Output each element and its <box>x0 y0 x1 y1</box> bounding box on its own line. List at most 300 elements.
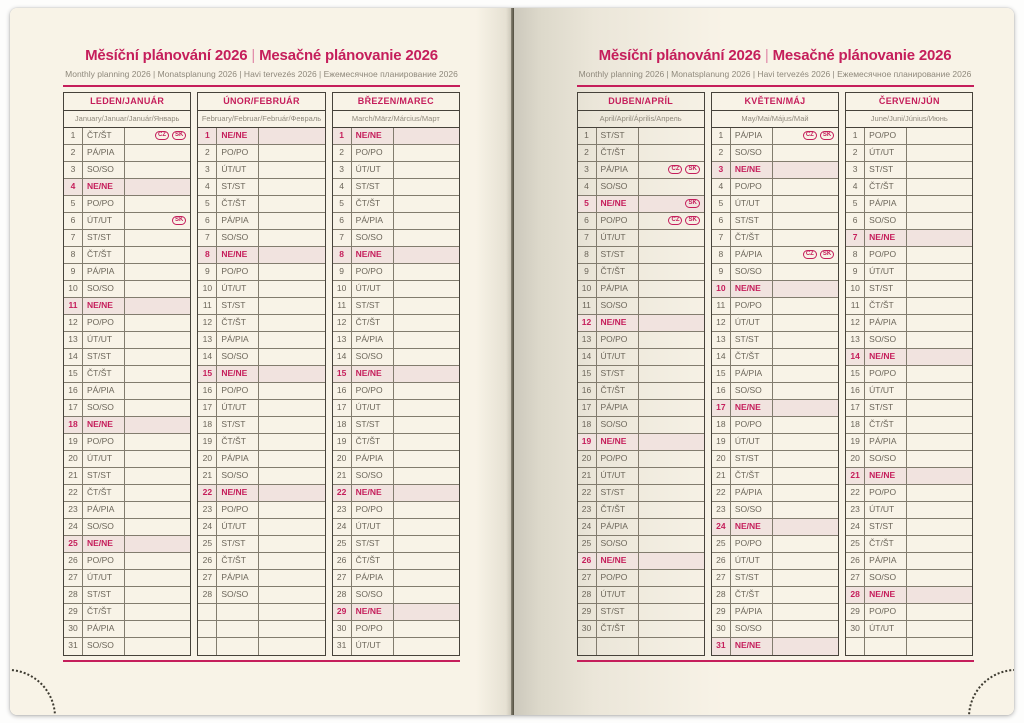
table-row <box>846 434 972 451</box>
table-row <box>712 366 838 383</box>
table-row <box>64 434 190 451</box>
day-name-cell: ST/ST <box>731 570 773 586</box>
table-row <box>333 570 459 587</box>
title-slovak: Mesačné plánovanie 2026 <box>772 47 952 64</box>
day-number-cell: 23 <box>846 502 865 518</box>
day-number-cell: 5 <box>578 196 597 212</box>
table-row <box>198 366 324 383</box>
notes-cell <box>907 162 972 178</box>
notes-cell <box>773 536 838 552</box>
day-number-cell: 8 <box>64 247 83 263</box>
day-name-cell: PÁ/PIA <box>352 570 394 586</box>
table-row <box>578 502 704 519</box>
day-name-cell: NE/NE <box>217 485 259 501</box>
day-number-cell: 18 <box>333 417 352 433</box>
table-row <box>578 145 704 162</box>
notes-cell <box>639 162 704 178</box>
notes-cell <box>907 281 972 297</box>
table-row <box>198 145 324 162</box>
day-name-cell: ST/ST <box>597 247 639 263</box>
notes-cell <box>394 281 459 297</box>
day-name-cell: ČT/ŠT <box>597 621 639 637</box>
notes-cell <box>773 502 838 518</box>
day-name-cell: PO/PO <box>352 383 394 399</box>
notes-cell <box>639 570 704 586</box>
day-name-cell: SO/SO <box>217 230 259 246</box>
table-row <box>578 162 704 179</box>
day-number-cell: 28 <box>333 587 352 603</box>
month-name: ČERVEN/JÚN <box>845 92 973 111</box>
day-number-cell: 6 <box>846 213 865 229</box>
day-name-cell: ČT/ŠT <box>83 366 125 382</box>
day-name-cell: ST/ST <box>731 213 773 229</box>
table-row <box>333 213 459 230</box>
day-name-cell: PO/PO <box>865 604 907 620</box>
notes-cell <box>125 366 190 382</box>
title-separator: | <box>764 47 769 64</box>
day-name-cell: NE/NE <box>731 638 773 655</box>
notes-cell <box>773 451 838 467</box>
notes-cell <box>259 638 324 655</box>
day-name-cell: PO/PO <box>83 315 125 331</box>
day-number-cell: 9 <box>64 264 83 280</box>
notes-cell <box>394 587 459 603</box>
day-number-cell: 14 <box>846 349 865 365</box>
notes-cell <box>639 502 704 518</box>
table-row <box>578 604 704 621</box>
day-name-cell: ST/ST <box>217 298 259 314</box>
day-number-cell: 19 <box>712 434 731 450</box>
table-row <box>712 451 838 468</box>
day-number-cell: 20 <box>846 451 865 467</box>
table-row <box>198 281 324 298</box>
table-row <box>846 230 972 247</box>
day-name-cell: ÚT/UT <box>865 383 907 399</box>
right-page <box>514 8 1015 715</box>
table-row <box>333 332 459 349</box>
table-row <box>198 502 324 519</box>
table-row <box>578 196 704 213</box>
table-row <box>578 230 704 247</box>
table-row <box>64 247 190 264</box>
day-number-cell: 12 <box>846 315 865 331</box>
table-row <box>333 179 459 196</box>
day-number-cell: 26 <box>333 553 352 569</box>
day-number-cell: 29 <box>64 604 83 620</box>
notes-cell <box>394 468 459 484</box>
notes-cell <box>259 298 324 314</box>
day-number-cell <box>846 638 865 655</box>
notes-cell <box>773 519 838 535</box>
day-name-cell: ST/ST <box>597 485 639 501</box>
title-slovak: Mesačné plánovanie 2026 <box>259 47 438 64</box>
notes-cell <box>259 264 324 280</box>
day-name-cell: ST/ST <box>865 162 907 178</box>
notes-cell <box>639 638 704 655</box>
notes-cell <box>907 468 972 484</box>
table-row <box>712 621 838 638</box>
day-name-cell: SO/SO <box>731 621 773 637</box>
day-name-cell: ÚT/UT <box>352 638 394 655</box>
notes-cell <box>907 536 972 552</box>
day-name-cell: PÁ/PIA <box>217 332 259 348</box>
day-name-cell: PÁ/PIA <box>597 162 639 178</box>
day-number-cell: 28 <box>846 587 865 603</box>
day-name-cell: ČT/ŠT <box>731 587 773 603</box>
day-number-cell: 24 <box>578 519 597 535</box>
notes-cell <box>125 451 190 467</box>
day-number-cell: 22 <box>198 485 217 501</box>
table-row <box>712 400 838 417</box>
holiday-badge-sk-icon: SK <box>685 199 699 208</box>
day-name-cell: PO/PO <box>83 553 125 569</box>
day-name-cell: ÚT/UT <box>217 519 259 535</box>
notes-cell <box>394 570 459 586</box>
day-number-cell: 16 <box>198 383 217 399</box>
table-row <box>578 247 704 264</box>
day-number-cell: 2 <box>333 145 352 161</box>
notes-cell <box>394 298 459 314</box>
day-number-cell: 18 <box>846 417 865 433</box>
notes-cell <box>394 196 459 212</box>
day-number-cell: 27 <box>64 570 83 586</box>
day-name-cell: ČT/ŠT <box>352 315 394 331</box>
day-name-cell: PÁ/PIA <box>597 281 639 297</box>
notes-cell <box>773 264 838 280</box>
notes-cell <box>773 230 838 246</box>
day-name-cell: NE/NE <box>731 519 773 535</box>
table-row <box>333 247 459 264</box>
day-number-cell: 6 <box>198 213 217 229</box>
table-row <box>333 281 459 298</box>
table-row <box>333 196 459 213</box>
notes-cell <box>125 570 190 586</box>
day-number-cell: 27 <box>578 570 597 586</box>
day-number-cell: 1 <box>712 128 731 144</box>
day-number-cell <box>198 604 217 620</box>
table-row <box>333 383 459 400</box>
table-row <box>578 553 704 570</box>
table-row <box>198 213 324 230</box>
day-number-cell: 27 <box>333 570 352 586</box>
day-number-cell: 28 <box>198 587 217 603</box>
table-row <box>846 264 972 281</box>
day-name-cell: ÚT/UT <box>83 213 125 229</box>
day-number-cell: 27 <box>846 570 865 586</box>
notes-cell <box>125 485 190 501</box>
table-row-empty <box>846 638 972 655</box>
notes-cell <box>639 485 704 501</box>
day-name-cell: ÚT/UT <box>352 162 394 178</box>
table-row <box>64 468 190 485</box>
day-number-cell: 25 <box>64 536 83 552</box>
table-row <box>578 570 704 587</box>
day-name-cell: PÁ/PIA <box>352 451 394 467</box>
table-row <box>333 638 459 655</box>
day-name-cell: PÁ/PIA <box>865 196 907 212</box>
table-row <box>846 519 972 536</box>
notes-cell <box>907 128 972 144</box>
day-number-cell: 4 <box>198 179 217 195</box>
table-row <box>578 468 704 485</box>
day-name-cell: ÚT/UT <box>865 264 907 280</box>
day-name-cell: SO/SO <box>217 349 259 365</box>
month-name: ÚNOR/FEBRUÁR <box>197 92 325 111</box>
day-number-cell: 15 <box>198 366 217 382</box>
day-number-cell: 13 <box>333 332 352 348</box>
notes-cell <box>773 366 838 382</box>
notes-cell <box>125 536 190 552</box>
day-name-cell: PÁ/PIA <box>731 247 773 263</box>
notes-cell <box>125 621 190 637</box>
table-row <box>198 230 324 247</box>
left-page <box>10 8 511 715</box>
month-languages: May/Mai/Május/Май <box>711 111 839 127</box>
notes-cell <box>907 179 972 195</box>
notes-cell <box>773 383 838 399</box>
notes-cell <box>773 570 838 586</box>
table-row-empty <box>198 621 324 638</box>
day-number-cell: 31 <box>333 638 352 655</box>
month-languages: June/Juni/Június/Июнь <box>845 111 973 127</box>
day-number-cell: 28 <box>64 587 83 603</box>
table-row <box>846 315 972 332</box>
notes-cell <box>639 349 704 365</box>
table-row <box>712 128 838 145</box>
table-row <box>198 196 324 213</box>
notes-cell <box>907 264 972 280</box>
table-row <box>64 298 190 315</box>
table-row <box>712 162 838 179</box>
day-number-cell: 2 <box>846 145 865 161</box>
table-row <box>64 366 190 383</box>
day-name-cell: PÁ/PIA <box>865 553 907 569</box>
day-name-cell: PO/PO <box>731 179 773 195</box>
day-name-cell: NE/NE <box>83 298 125 314</box>
notes-cell <box>773 332 838 348</box>
months-row-left <box>63 92 460 656</box>
day-number-cell: 13 <box>64 332 83 348</box>
holiday-badge-sk-icon: SK <box>820 250 834 259</box>
notes-cell <box>907 145 972 161</box>
day-number-cell: 21 <box>333 468 352 484</box>
day-number-cell: 3 <box>846 162 865 178</box>
month-table <box>197 127 325 656</box>
day-name-cell: ST/ST <box>217 536 259 552</box>
page-subtitle: Monthly planning 2026 | Monatsplanung 2026 | Havi tervezés 2026 | Ежемесячное планирование 2026 <box>578 69 972 79</box>
day-number-cell: 29 <box>846 604 865 620</box>
table-row <box>846 366 972 383</box>
table-row <box>64 621 190 638</box>
notes-cell <box>125 213 190 229</box>
notes-cell <box>125 502 190 518</box>
day-name-cell: PO/PO <box>865 485 907 501</box>
day-number-cell: 26 <box>64 553 83 569</box>
table-row <box>333 145 459 162</box>
table-row <box>198 247 324 264</box>
table-row <box>846 400 972 417</box>
table-row <box>712 281 838 298</box>
day-name-cell: SO/SO <box>731 264 773 280</box>
table-row <box>712 587 838 604</box>
table-row <box>846 162 972 179</box>
day-name-cell: ČT/ŠT <box>597 145 639 161</box>
day-number-cell: 7 <box>64 230 83 246</box>
notes-cell <box>259 485 324 501</box>
table-row <box>64 502 190 519</box>
notes-cell <box>125 298 190 314</box>
day-number-cell: 17 <box>846 400 865 416</box>
table-row <box>578 587 704 604</box>
day-number-cell: 5 <box>198 196 217 212</box>
day-number-cell: 21 <box>64 468 83 484</box>
table-row <box>198 434 324 451</box>
notes-cell <box>394 434 459 450</box>
table-row <box>712 196 838 213</box>
notes-cell <box>907 570 972 586</box>
notes-cell <box>773 604 838 620</box>
day-name-cell: PO/PO <box>217 145 259 161</box>
notes-cell <box>125 400 190 416</box>
months-row-right <box>577 92 974 656</box>
table-row <box>846 417 972 434</box>
month-languages: April/April/Április/Апрель <box>577 111 705 127</box>
notes-cell <box>907 349 972 365</box>
table-row <box>846 298 972 315</box>
table-row <box>712 604 838 621</box>
table-row <box>712 349 838 366</box>
table-row <box>64 315 190 332</box>
day-number-cell: 28 <box>712 587 731 603</box>
day-name-cell: PO/PO <box>597 451 639 467</box>
month-column <box>845 92 973 656</box>
day-number-cell: 7 <box>333 230 352 246</box>
day-name-cell: NE/NE <box>352 128 394 144</box>
day-number-cell <box>198 621 217 637</box>
day-name-cell: ST/ST <box>597 604 639 620</box>
day-name-cell: NE/NE <box>217 128 259 144</box>
table-row <box>578 519 704 536</box>
day-number-cell: 28 <box>578 587 597 603</box>
title-separator: | <box>251 47 256 64</box>
notes-cell <box>394 417 459 433</box>
table-row <box>846 502 972 519</box>
table-row <box>64 553 190 570</box>
day-name-cell: ÚT/UT <box>865 502 907 518</box>
table-row <box>198 485 324 502</box>
day-name-cell: PO/PO <box>217 502 259 518</box>
notes-cell <box>907 485 972 501</box>
day-name-cell: PO/PO <box>597 213 639 229</box>
notes-cell <box>259 247 324 263</box>
day-name-cell: ST/ST <box>597 128 639 144</box>
day-name-cell: PO/PO <box>731 536 773 552</box>
month-name: BŘEZEN/MAREC <box>332 92 460 111</box>
table-row <box>712 247 838 264</box>
table-row <box>333 502 459 519</box>
notes-cell <box>639 468 704 484</box>
day-name-cell: ST/ST <box>217 417 259 433</box>
day-name-cell: NE/NE <box>597 315 639 331</box>
month-languages: March/März/Március/Март <box>332 111 460 127</box>
day-name-cell: SO/SO <box>83 281 125 297</box>
day-name-cell: SO/SO <box>217 587 259 603</box>
day-number-cell: 24 <box>64 519 83 535</box>
day-number-cell: 8 <box>198 247 217 263</box>
holiday-badge-sk-icon: SK <box>685 165 699 174</box>
day-number-cell: 27 <box>712 570 731 586</box>
day-name-cell <box>597 638 639 655</box>
table-row-empty <box>198 604 324 621</box>
day-number-cell: 24 <box>712 519 731 535</box>
notes-cell <box>907 298 972 314</box>
table-row <box>64 383 190 400</box>
day-name-cell: PÁ/PIA <box>83 621 125 637</box>
day-number-cell: 8 <box>712 247 731 263</box>
day-number-cell: 30 <box>846 621 865 637</box>
table-row <box>846 349 972 366</box>
notes-cell <box>639 213 704 229</box>
day-number-cell: 22 <box>333 485 352 501</box>
table-row <box>333 417 459 434</box>
table-row <box>64 349 190 366</box>
notes-cell <box>639 179 704 195</box>
notes-cell <box>259 587 324 603</box>
day-number-cell: 30 <box>578 621 597 637</box>
table-row <box>64 587 190 604</box>
day-number-cell: 13 <box>846 332 865 348</box>
day-name-cell: ČT/ŠT <box>352 196 394 212</box>
day-number-cell: 12 <box>712 315 731 331</box>
day-number-cell: 3 <box>578 162 597 178</box>
notes-cell <box>394 383 459 399</box>
day-name-cell: ÚT/UT <box>731 434 773 450</box>
table-row <box>64 230 190 247</box>
notes-cell <box>907 502 972 518</box>
table-row <box>64 128 190 145</box>
day-number-cell <box>198 638 217 655</box>
day-number-cell: 11 <box>64 298 83 314</box>
day-name-cell: ČT/ŠT <box>217 315 259 331</box>
table-row <box>712 502 838 519</box>
day-number-cell: 4 <box>712 179 731 195</box>
day-name-cell <box>217 621 259 637</box>
day-name-cell: SO/SO <box>83 162 125 178</box>
right-page-content <box>577 46 974 662</box>
day-name-cell: ÚT/UT <box>865 621 907 637</box>
table-row <box>578 366 704 383</box>
footer-rule <box>577 660 974 662</box>
table-row <box>198 162 324 179</box>
table-row <box>333 587 459 604</box>
month-name: LEDEN/JANUÁR <box>63 92 191 111</box>
day-name-cell: ČT/ŠT <box>597 383 639 399</box>
day-name-cell: ÚT/UT <box>83 451 125 467</box>
day-number-cell: 9 <box>578 264 597 280</box>
holiday-badge-cz-icon: CZ <box>668 216 682 225</box>
table-row <box>578 128 704 145</box>
day-name-cell: PÁ/PIA <box>597 400 639 416</box>
day-number-cell: 10 <box>198 281 217 297</box>
notes-cell <box>394 451 459 467</box>
table-row <box>578 179 704 196</box>
notes-cell <box>773 247 838 263</box>
notes-cell <box>639 247 704 263</box>
day-number-cell: 31 <box>64 638 83 655</box>
table-row <box>198 264 324 281</box>
notes-cell <box>907 366 972 382</box>
table-row <box>846 570 972 587</box>
